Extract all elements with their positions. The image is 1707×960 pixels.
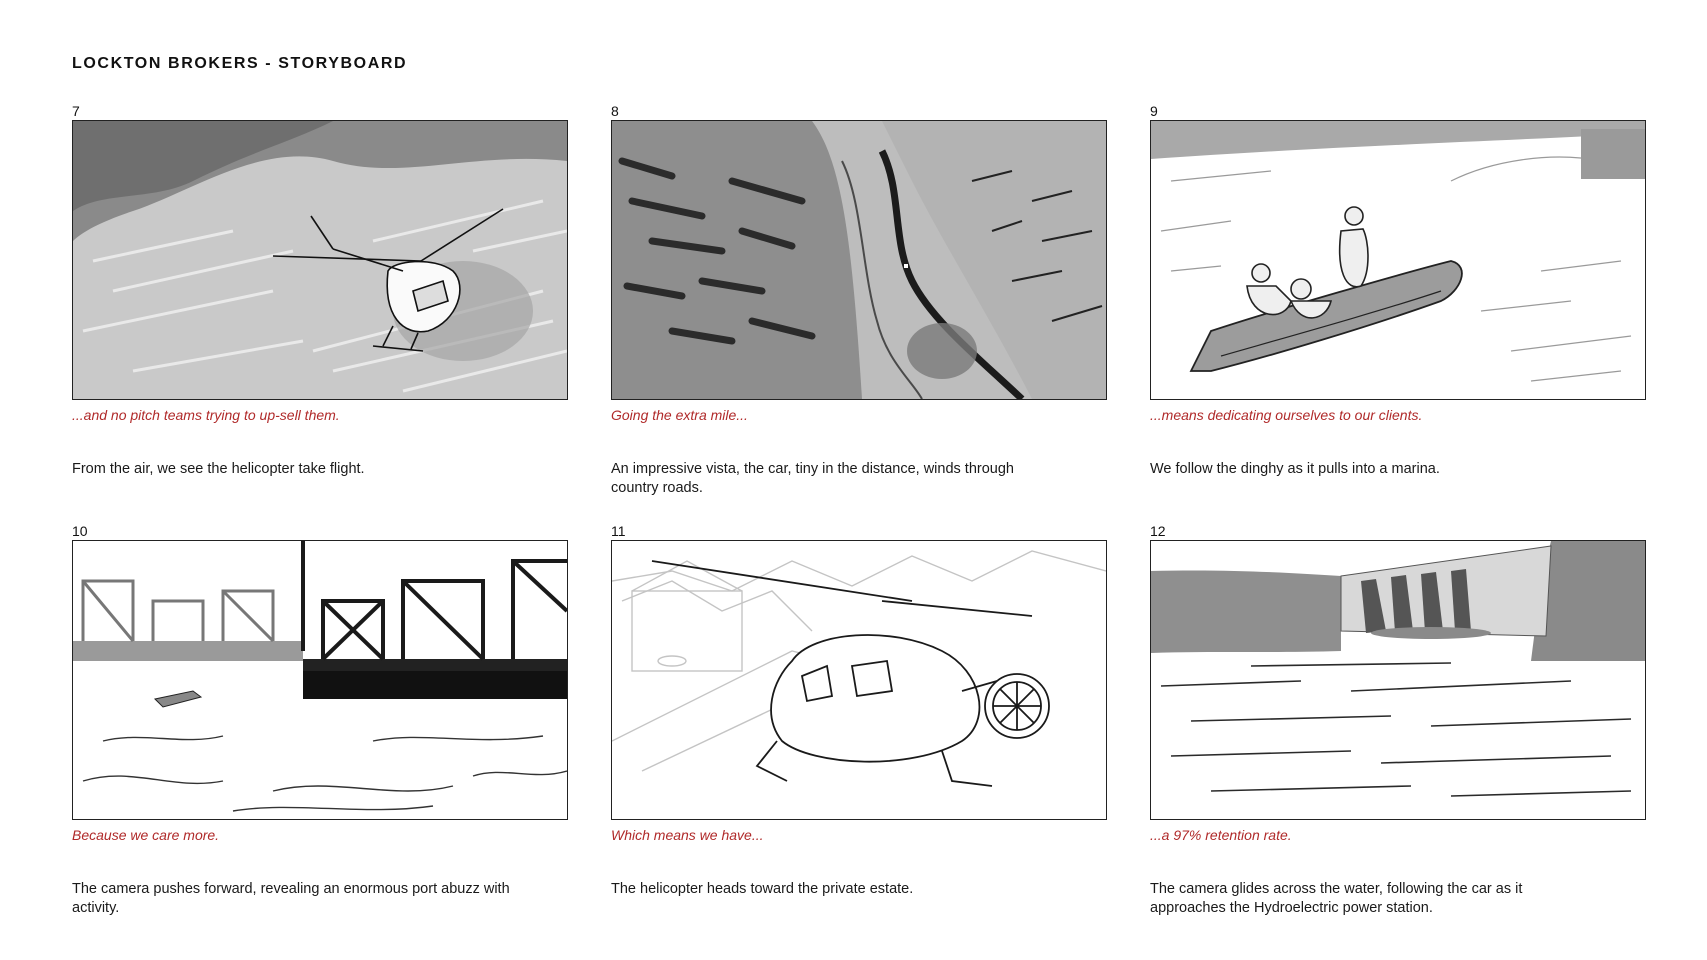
aerial-vista-sketch <box>612 121 1106 399</box>
storyboard-panel <box>611 522 1107 899</box>
voiceover-line: Which means we have... <box>611 827 764 843</box>
dinghy-sketch <box>1151 121 1645 399</box>
panel-number: 10 <box>72 523 88 539</box>
sketch-frame <box>611 540 1107 820</box>
panel-number: 12 <box>1150 523 1166 539</box>
dam-sketch <box>1151 541 1645 819</box>
shot-description: The camera pushes forward, revealing an enormous port abuzz with activity. <box>72 881 510 916</box>
shot-description: An impressive vista, the car, tiny in the distance, winds through country roads. <box>611 461 1014 496</box>
sketch-frame <box>1150 120 1646 400</box>
panel-number: 9 <box>1150 103 1158 119</box>
helicopter-flight-sketch <box>73 121 567 399</box>
storyboard-panel <box>72 102 568 479</box>
panel-number: 7 <box>72 103 80 119</box>
voiceover-line: ...means dedicating ourselves to our clients. <box>1150 407 1423 423</box>
voiceover-line: Because we care more. <box>72 827 220 843</box>
storyboard-panel <box>1150 102 1646 479</box>
sketch-frame <box>1150 540 1646 820</box>
shot-description: From the air, we see the helicopter take flight. <box>72 461 365 477</box>
page-title: LOCKTON BROKERS - STORYBOARD <box>72 55 408 72</box>
storyboard-panel <box>611 102 1107 498</box>
shot-description: The helicopter heads toward the private estate. <box>611 881 914 897</box>
voiceover-line: ...and no pitch teams trying to up-sell them. <box>72 407 340 423</box>
sketch-frame <box>72 540 568 820</box>
storyboard-panel <box>72 522 568 918</box>
panel-number: 8 <box>611 103 619 119</box>
voiceover-line: ...a 97% retention rate. <box>1150 827 1292 843</box>
helicopter-estate-sketch <box>612 541 1106 819</box>
panel-number: 11 <box>611 523 626 539</box>
port-sketch <box>73 541 567 819</box>
shot-description: We follow the dinghy as it pulls into a marina. <box>1150 461 1440 477</box>
sketch-frame <box>611 120 1107 400</box>
voiceover-line: Going the extra mile... <box>611 407 748 423</box>
storyboard-panel <box>1150 522 1646 918</box>
shot-description: The camera glides across the water, following the car as it approaches the Hydroelectric power station. <box>1150 881 1523 916</box>
sketch-frame <box>72 120 568 400</box>
